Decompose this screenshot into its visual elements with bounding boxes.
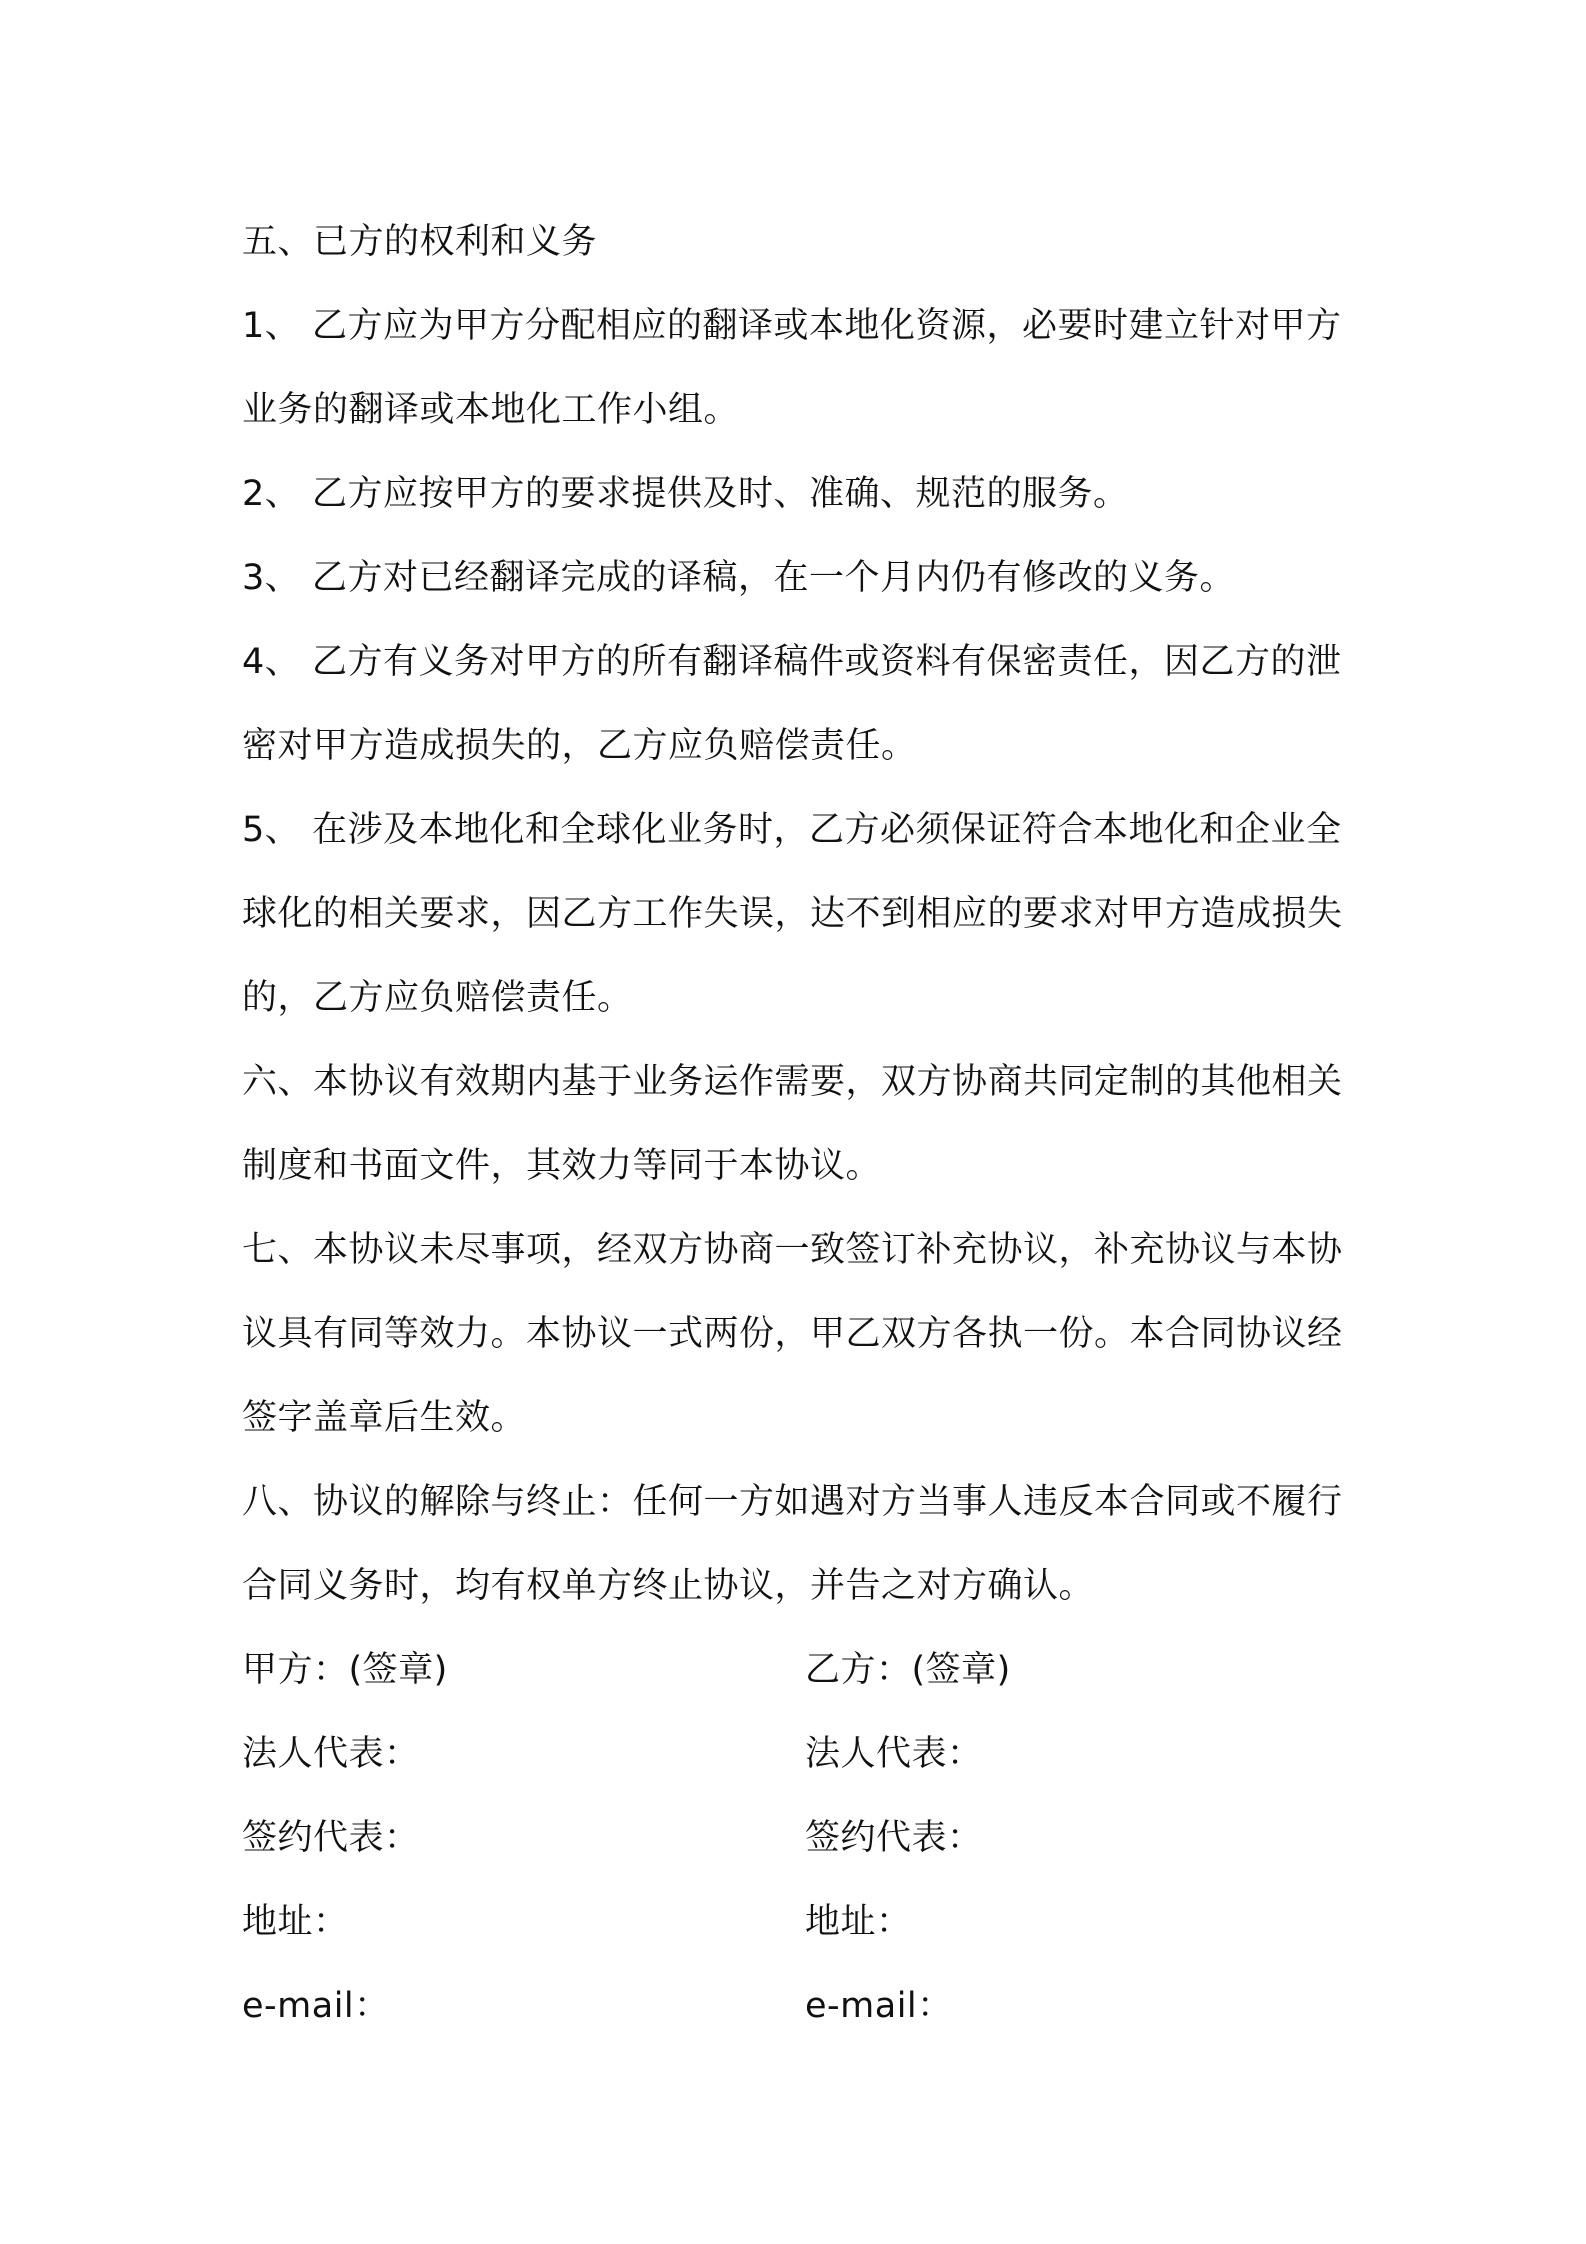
section-8-paragraph: 八、协议的解除与终止：任何一方如遇对方当事人违反本合同或不履行合同义务时，均有权单方终止协议，并告之对方确认。 — [242, 1482, 1343, 1606]
party-a-address: 地址： — [242, 1902, 349, 1942]
item-text: 乙方对已经翻译完成的译稿，在一个月内仍有修改的义务。 — [312, 558, 1236, 598]
item-text: 乙方有义务对甲方的所有翻译稿件或资料有保密责任，因乙方的泄密对甲方造成损失的，乙方应负赔偿责任。 — [242, 642, 1342, 766]
item-number: 2、 — [242, 474, 301, 514]
party-b-legal-rep: 法人代表： — [805, 1734, 983, 1774]
party-b-address: 地址： — [805, 1902, 912, 1942]
item-number: 4、 — [242, 642, 301, 682]
party-a-seal: 甲方：(签章) — [242, 1650, 448, 1690]
party-b-email: e-mail： — [805, 1986, 953, 2026]
section-5-item-5 — [242, 788, 1352, 1040]
item-text: 乙方应按甲方的要求提供及时、准确、规范的服务。 — [312, 474, 1129, 514]
party-a-legal-rep: 法人代表： — [242, 1734, 420, 1774]
section-5-item-1 — [242, 284, 1352, 452]
party-b-seal: 乙方：(签章) — [805, 1650, 1011, 1690]
section-5-item-2 — [242, 452, 1352, 536]
party-b-signing-rep: 签约代表： — [805, 1818, 983, 1858]
signature-row-email — [242, 1964, 1352, 2048]
section-5-heading: 五、已方的权利和义务 — [242, 222, 598, 262]
signature-row-address — [242, 1880, 1352, 1964]
signature-row-signing-rep — [242, 1796, 1352, 1880]
signature-row-legal-rep — [242, 1712, 1352, 1796]
party-a-email: e-mail： — [242, 1986, 390, 2026]
section-5-item-3 — [242, 536, 1352, 620]
item-number: 3、 — [242, 558, 301, 598]
section-5-item-4 — [242, 620, 1352, 788]
party-a-signing-rep: 签约代表： — [242, 1818, 420, 1858]
section-6-paragraph: 六、本协议有效期内基于业务运作需要，双方协商共同定制的其他相关制度和书面文件，其效力等同于本协议。 — [242, 1062, 1343, 1186]
signature-row-seal — [242, 1628, 1352, 1712]
contract-body — [242, 200, 1352, 2048]
item-text: 在涉及本地化和全球化业务时，乙方必须保证符合本地化和企业全球化的相关要求，因乙方工作失误，达不到相应的要求对甲方造成损失的，乙方应负赔偿责任。 — [242, 810, 1343, 1018]
item-number: 5、 — [242, 810, 301, 850]
section-7-paragraph: 七、本协议未尽事项，经双方协商一致签订补充协议，补充协议与本协议具有同等效力。本协议一式两份，甲乙双方各执一份。本合同协议经签字盖章后生效。 — [242, 1230, 1343, 1438]
item-number: 1、 — [242, 306, 301, 346]
item-text: 乙方应为甲方分配相应的翻译或本地化资源，必要时建立针对甲方业务的翻译或本地化工作小组。 — [242, 306, 1342, 430]
